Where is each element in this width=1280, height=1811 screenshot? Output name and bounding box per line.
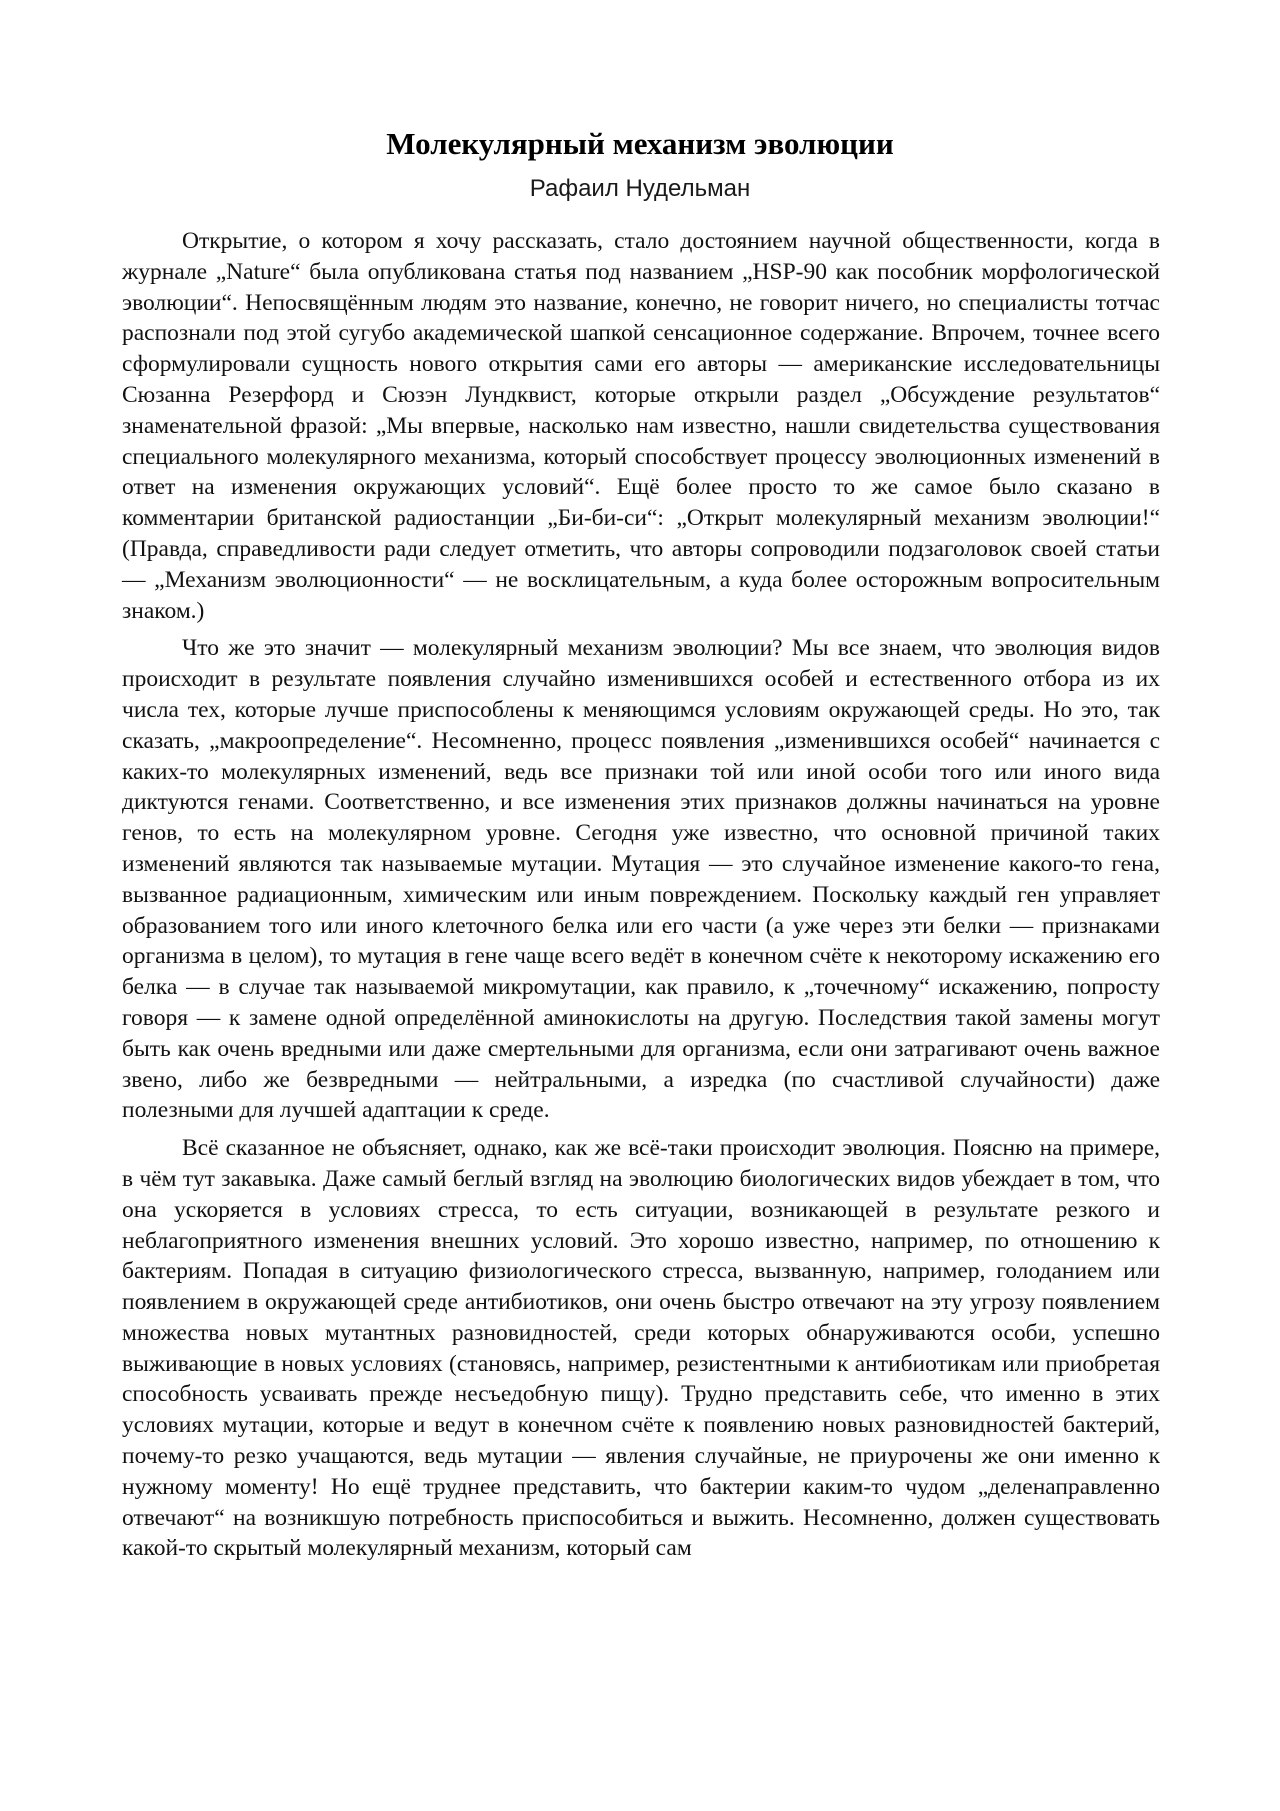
paragraph-3: Всё сказанное не объясняет, однако, как же всё-таки происходит эволюция. Поясню на примере, в чём тут закавыка. Даже самый беглый взгляд на эволюцию биологических видов убеждает в том, что она ускоряется в условиях стресса, то есть ситуации, возникающей в результате резкого и неблагоприятного изменения внешних условий. Это хорошо известно, например, по отношению к бактериям. Попадая в ситуацию физиологического стресса, вызванную, например, голоданием или появлением в окружающей среде антибиотиков, они очень быстро отвечают на эту угрозу появлением множества новых мутантных разновидностей, среди которых обнаруживаются особи, успешно выживающие в новых условиях (становясь, например, резистентными к антибиотикам или приобретая способность усваивать прежде несъедобную пищу). Трудно представить себе, что именно в этих условиях мутации, которые и ведут в конечном счёте к появлению новых разновидностей бактерий, почему-то резко учащаются, ведь мутации — явления случайные, не приурочены же они именно к нужному моменту! Но ещё труднее представить, что бактерии каким-то чудом „деленаправленно отвечают“ на возникшую потребность приспособиться и выжить. Несомненно, должен существовать какой-то скрытый молекулярный механизм, который сам [122, 1135, 1160, 1562]
article-body [122, 226, 1160, 1571]
paragraph-2: Что же это значит — молекулярный механизм эволюции? Мы все знаем, что эволюция видов происходит в результате появления случайно изменившихся особей и естественного отбора из их числа тех, которые лучше приспособлены к меняющимся условиям окружающей среды. Но это, так сказать, „макроопределение“. Несомненно, процесс появления „изменившихся особей“ начинается с каких-то молекулярных изменений, ведь все признаки той или иной особи того или иного вида диктуются генами. Соответственно, и все изменения этих признаков должны начинаться на уровне генов, то есть на молекулярном уровне. Сегодня уже известно, что основной причиной таких изменений являются так называемые мутации. Мутация — это случайное изменение какого-то гена, вызванное радиационным, химическим или иным повреждением. Поскольку каждый ген управляет образованием того или иного клеточного белка или его части (а уже через эти белки — признаками организма в целом), то мутация в гене чаще всего ведёт в конечном счёте к некоторому искажению его белка — в случае так называемой микромутации, как правило, к „точечному“ искажению, попросту говоря — к замене одной определённой аминокислоты на другую. Последствия такой замены могут быть как очень вредными или даже смертельными для организма, если они затрагивают очень важное звено, либо же безвредными — нейтральными, а изредка (по счастливой случайности) даже полезными для лучшей адаптации к среде. [122, 635, 1160, 1124]
document-author: Рафаил Нудельман [529, 175, 751, 202]
paragraph-1: Открытие, о котором я хочу рассказать, стало достоянием научной общественности, когда в журнале „Nature“ была опубликована статья под названием „HSP-90 как пособник морфологической эволюции“. Непосвящённым людям это название, конечно, не говорит ничего, но специалисты тотчас распознали под этой сугубо академической шапкой сенсационное содержание. Впрочем, точнее всего сформулировали сущность нового открытия сами его авторы — американские исследовательницы Сюзанна Резерфорд и Сюзэн Лундквист, которые открыли раздел „Обсуждение результатов“ знаменательной фразой: „Мы впервые, насколько нам известно, нашли свидетельства существования специального молекулярного механизма, который способствует процессу эволюционных изменений в ответ на изменения окружающих условий“. Ещё более просто то же самое было сказано в комментарии британской радиостанции „Би-би-си“: „Открыт молекулярный механизм эволюции!“ (Правда, справедливости ради следует отметить, что авторы сопроводили подзаголовок своей статьи — „Механизм эволюционности“ — не восклицательным, а куда более осторожным вопросительным знаком.) [122, 228, 1160, 624]
document-title: Молекулярный механизм эволюции [386, 126, 894, 161]
